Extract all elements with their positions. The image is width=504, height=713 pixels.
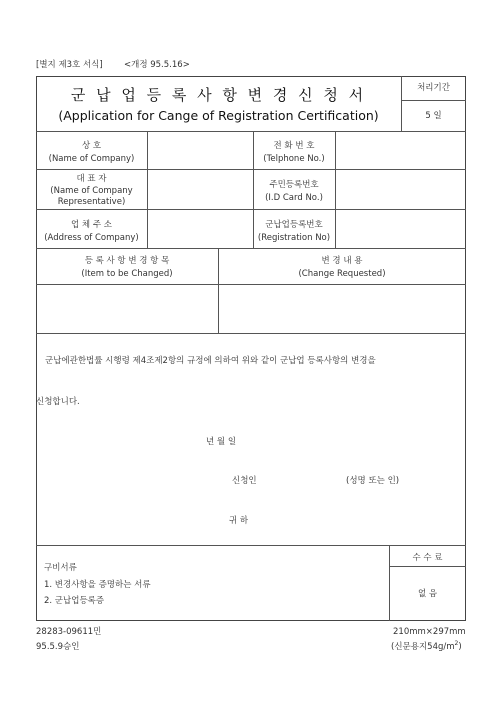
representative-field[interactable] (148, 170, 253, 209)
registration-number-label: 군납업등록번호 (265, 220, 323, 230)
document-item: 1. 변경사항을 증명하는 서류 (44, 580, 151, 590)
address-field[interactable] (148, 210, 253, 248)
telephone-label-en: (Telphone No.) (263, 154, 325, 164)
representative-label-en1: (Name of Company (50, 186, 133, 196)
paper-size: 210mm×297mm (393, 627, 466, 637)
resident-number-label-en: (I.D Card No.) (265, 193, 323, 203)
telephone-field[interactable] (336, 132, 466, 169)
company-name-label: 상 호 (81, 141, 102, 151)
change-requested-field[interactable] (219, 285, 466, 333)
approval-date: 95.5.9승인 (36, 642, 80, 652)
statement-line1: 군납에관한법률 시행령 제4조제2항의 규정에 의하여 위와 같이 군납업 등록사항의 변경을 (45, 356, 376, 366)
applicant-name-field[interactable] (262, 472, 342, 488)
processing-period-label: 처리기간 (417, 83, 450, 93)
item-changed-label-en: (Item to be Changed) (81, 269, 173, 279)
processing-period-value: 5 일 (425, 111, 442, 121)
title-korean: 군 납 업 등 록 사 항 변 경 신 청 서 (70, 86, 367, 104)
signature-label: (성명 또는 인) (346, 476, 400, 486)
resident-number-field[interactable] (336, 170, 466, 209)
applicant-label: 신청인 (232, 476, 257, 486)
date-label: 년 월 일 (206, 437, 237, 447)
change-requested-label-en: (Change Requested) (298, 269, 386, 279)
document-item: 2. 군납업등록증 (44, 596, 105, 606)
address-label: 업 체 주 소 (71, 220, 112, 230)
registration-number-label-en: (Registration No) (257, 233, 331, 243)
paper-type: (신문용지$54g/m^2$) (391, 640, 462, 652)
address-label-en: (Address of Company) (44, 233, 139, 243)
recipient-label: 귀 하 (229, 516, 249, 526)
item-changed-label: 등 록 사 항 변 경 항 목 (84, 256, 170, 266)
fee-label: 수 수 료 (412, 553, 443, 563)
revision-note: <개정 95.5.16> (124, 60, 190, 70)
documents-heading: 구비서류 (44, 563, 77, 573)
form-code: 28283-09611민 (36, 627, 102, 637)
form-label: [별지 제3호 서식] (36, 60, 103, 70)
registration-number-field[interactable] (336, 210, 466, 248)
statement-line2: 신청합니다. (36, 397, 80, 407)
representative-label: 대 표 자 (76, 174, 107, 184)
item-changed-field[interactable] (37, 285, 218, 333)
company-name-field[interactable] (148, 132, 253, 169)
change-requested-label: 변 경 내 용 (321, 256, 363, 266)
fee-value: 없 음 (417, 589, 438, 599)
title-english: (Application for Cange of Registration Certification) (58, 108, 379, 123)
resident-number-label: 주민등록번호 (269, 180, 319, 190)
representative-label-en2: Representative) (57, 197, 126, 207)
telephone-label: 전 화 번 호 (273, 141, 315, 151)
company-name-label-en: (Name of Company) (48, 154, 135, 164)
